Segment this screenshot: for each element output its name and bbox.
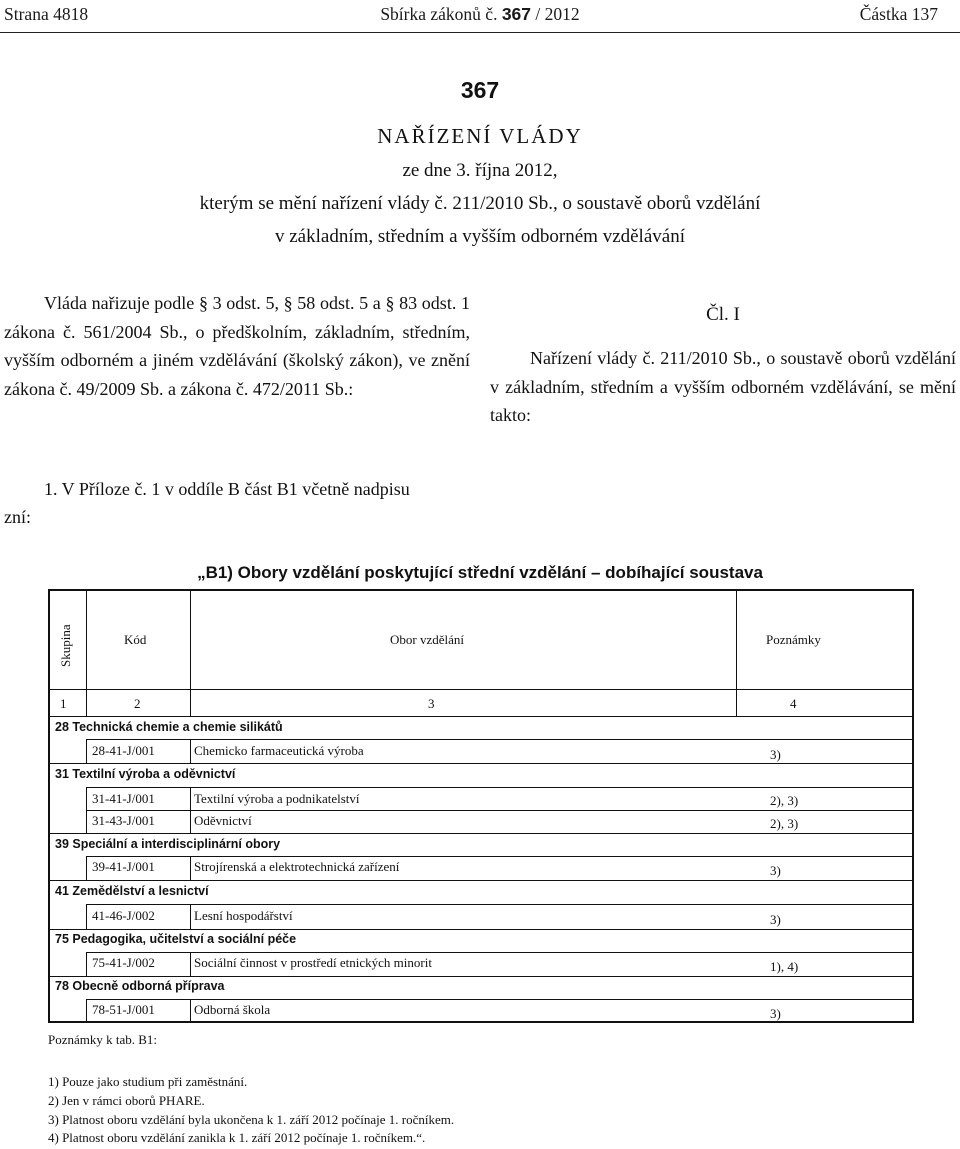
table-vline [190,999,191,1021]
gazette-title-prefix: Sbírka zákonů č. [380,4,498,24]
header-group: Skupina [58,624,73,667]
table-hline [50,716,912,717]
article-text: Nařízení vlády č. 211/2010 Sb., o soustavě oborů vzdělání v základním, středním a vyšším odborném vzdělávání, se mění takto: [490,348,956,425]
table-vline [86,999,87,1021]
field-name: Textilní výroba a podnikatelství [194,791,360,806]
gazette-number: 367 [501,4,532,24]
table-hline [50,976,912,977]
field-code: 78-51-J/001 [92,1002,155,1017]
field-name: Strojírenská a elektrotechnická zařízení [194,859,400,874]
group-title: 39 Speciální a interdisciplinární obory [55,837,281,851]
page-number: Strana 4818 [4,4,89,24]
field-note: 3) [770,1006,781,1021]
table-hline [86,904,912,905]
note-item: 4) Platnost oboru vzdělání zanikla k 1. září 2012 počínaje 1. ročníkem.“. [48,1130,426,1145]
table-vline [86,856,87,880]
table-hline [86,739,912,740]
table-vline [190,952,191,976]
field-code: 39-41-J/001 [92,859,155,874]
field-code: 31-43-J/001 [92,813,155,828]
group-title: 78 Obecně odborná příprava [55,979,225,993]
regulation-number: 367 [460,77,500,103]
preamble-text: Vláda nařizuje podle § 3 odst. 5, § 58 odst. 5 a § 83 odst. 1 zákona č. 561/2004 Sb., o předškolním, základním, středním, vyšším odborném a jiném vzdělávání (školský zákon), ve znění zákona č. 49/2009 Sb. a zákona č. 472/2011 Sb.: [4,293,470,399]
gazette-title [0,4,960,25]
header-rule [0,32,960,33]
section-title: „B1) Obory vzdělání poskytující střední vzdělání – dobíhající soustava [197,563,763,582]
field-note: 2), 3) [770,816,799,831]
field-name: Odborná škola [194,1002,271,1017]
table-hline [86,999,912,1000]
column-number-3: 3 [428,696,435,711]
field-name: Oděvnictví [194,813,252,828]
field-code: 31-41-J/001 [92,791,155,806]
note-item: 1) Pouze jako studium při zaměstnání. [48,1074,248,1089]
regulation-subtitle-line1: kterým se mění nařízení vlády č. 211/2010 Sb., o soustavě oborů vzdělání [199,193,761,214]
fields-table [48,589,914,1023]
note-item: 2) Jen v rámci oborů PHARE. [48,1093,205,1108]
table-vline [190,591,191,716]
field-code: 41-46-J/002 [92,908,155,923]
table-hline [50,880,912,881]
group-title: 28 Technická chemie a chemie silikátů [55,720,283,734]
regulation-date: ze dne 3. října 2012, [402,160,558,181]
column-number-1: 1 [60,696,67,711]
article-title: Čl. I [706,304,740,325]
table-vline [86,952,87,976]
table-hline [50,833,912,834]
table-vline [736,591,737,716]
group-title: 75 Pedagogika, učitelství a sociální péče [55,932,297,946]
table-vline [190,904,191,929]
table-vline [86,904,87,929]
field-code: 28-41-J/001 [92,743,155,758]
table-hline [86,952,912,953]
table-hline [50,929,912,930]
gazette-year: / 2012 [535,4,580,24]
table-hline [86,856,912,857]
group-title: 41 Zemědělství a lesnictví [55,884,209,898]
field-note: 2), 3) [770,793,799,808]
note-item: 3) Platnost oboru vzdělání byla ukončena k 1. září 2012 počínaje 1. ročníkem. [48,1112,455,1127]
table-hline [86,810,912,811]
preamble [4,289,470,403]
table-hline [50,689,912,690]
table-hline [86,787,912,788]
regulation-title: NAŘÍZENÍ VLÁDY [377,124,583,148]
header-notes: Poznámky [766,632,821,647]
header-name: Obor vzdělání [390,632,465,647]
column-number-4: 4 [790,696,797,711]
field-name: Lesní hospodářství [194,908,293,923]
field-note: 3) [770,747,781,762]
table-hline [50,763,912,764]
amendment-point-1: 1. V Příloze č. 1 v oddíle B část B1 včetně nadpisu [44,479,410,499]
group-title: 31 Textilní výroba a oděvnictví [55,767,236,781]
field-name: Chemicko farmaceutická výroba [194,743,364,758]
field-note: 3) [770,863,781,878]
table-vline [86,739,87,763]
notes-title: Poznámky k tab. B1: [48,1032,158,1047]
table-vline [190,856,191,880]
amendment-point-1-cont: zní: [4,507,31,527]
header-code: Kód [124,632,147,647]
field-note: 1), 4) [770,959,799,974]
field-code: 75-41-J/002 [92,955,155,970]
table-vline [190,739,191,763]
field-note: 3) [770,912,781,927]
column-number-2: 2 [134,696,141,711]
field-name: Sociální činnost v prostředí etnických minorit [194,955,432,970]
table-vline [86,591,87,716]
regulation-subtitle-line2: v základním, středním a vyšším odborném vzdělávání [275,226,685,247]
part-number: Částka 137 [859,4,938,24]
